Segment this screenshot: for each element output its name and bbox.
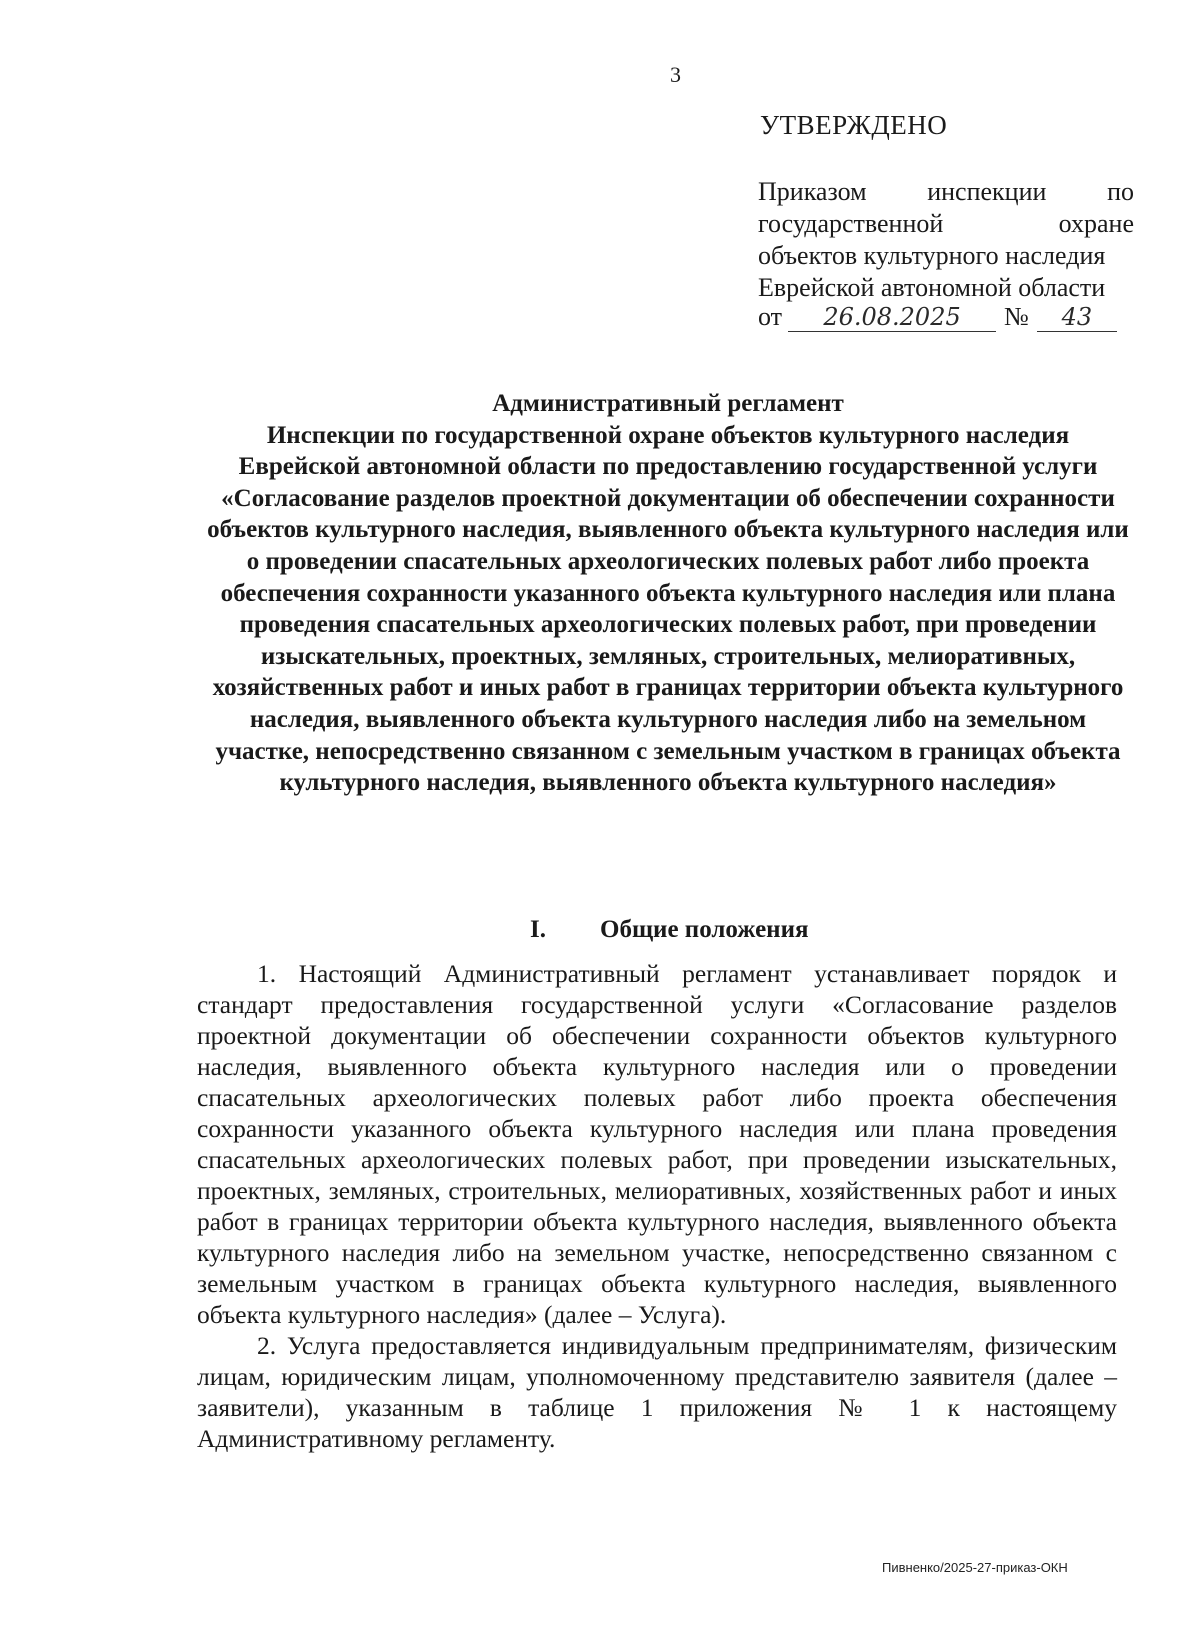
number-sign: № <box>1004 302 1029 331</box>
approval-line-1: Приказом инспекции по <box>758 177 1134 206</box>
approval-line-2: государственной охране <box>758 209 1134 238</box>
section-heading <box>530 916 809 944</box>
title-subtitle: Инспекции по государственной охране объектов культурного наследия Еврейской автономной области по предоставлению государственной услуги «Согласование разделов проектной документации об обеспечении сохранности объектов культурного наследия, выявленного объекта культурного наследия или о проведении спасательных археологических полевых работ либо проекта обеспечения сохранности указанного объекта культурного наследия или плана проведения спасательных археологических полевых работ, при проведении изыскательных, проектных, земляных, строительных, мелиоративных, хозяйственных работ и иных работ в границах территории объекта культурного наследия, выявленного объекта культурного наследия либо на земельном участке, непосредственно связанном с земельным участком в границах объекта культурного наследия, выявленного объекта культурного наследия» <box>207 421 1129 797</box>
handwritten-number: 43 <box>1037 303 1117 332</box>
approval-line-4: Еврейской автономной области <box>758 273 1106 302</box>
approval-order-text <box>758 176 1134 304</box>
handwritten-date: 26.08.2025 <box>788 303 996 332</box>
approval-stamp-title: УТВЕРЖДЕНО <box>760 110 948 140</box>
document-title <box>205 388 1131 799</box>
order-date-number-line <box>758 302 1117 332</box>
section-title: Общие положения <box>600 916 809 943</box>
title-heading: Административный регламент <box>492 390 844 417</box>
section-number: I. <box>530 916 546 943</box>
date-prefix: от <box>758 302 783 331</box>
footer-reference: Пивненко/2025-27-приказ-ОКН <box>882 1560 1068 1575</box>
section-body <box>197 958 1117 1454</box>
approval-line-3: объектов культурного наследия <box>758 241 1106 270</box>
paragraph-2: 2. Услуга предоставляется индивидуальным предпринимателям, физическим лицам, юридическим лицам, уполномоченному представителю заявителя (далее – заявители), указанным в таблице 1 приложения № 1 к настоящему Административному регламенту. <box>197 1331 1117 1453</box>
paragraph-1: 1. Настоящий Административный регламент устанавливает порядок и стандарт предоставления государственной услуги «Согласование разделов проектной документации об обеспечении сохранности объектов культурного наследия, выявленного объекта культурного наследия или о проведении спасательных археологических полевых работ либо проекта обеспечения сохранности указанного объекта культурного наследия или плана проведения спасательных археологических полевых работ, при проведении изыскательных, проектных, земляных, строительных, мелиоративных, хозяйственных работ и иных работ в границах территории объекта культурного наследия, выявленного объекта культурного наследия либо на земельном участке, непосредственно связанном с земельным участком в границах объекта культурного наследия, выявленного объекта культурного наследия» (далее – Услуга). <box>197 959 1117 1329</box>
page-number: 3 <box>670 62 681 87</box>
